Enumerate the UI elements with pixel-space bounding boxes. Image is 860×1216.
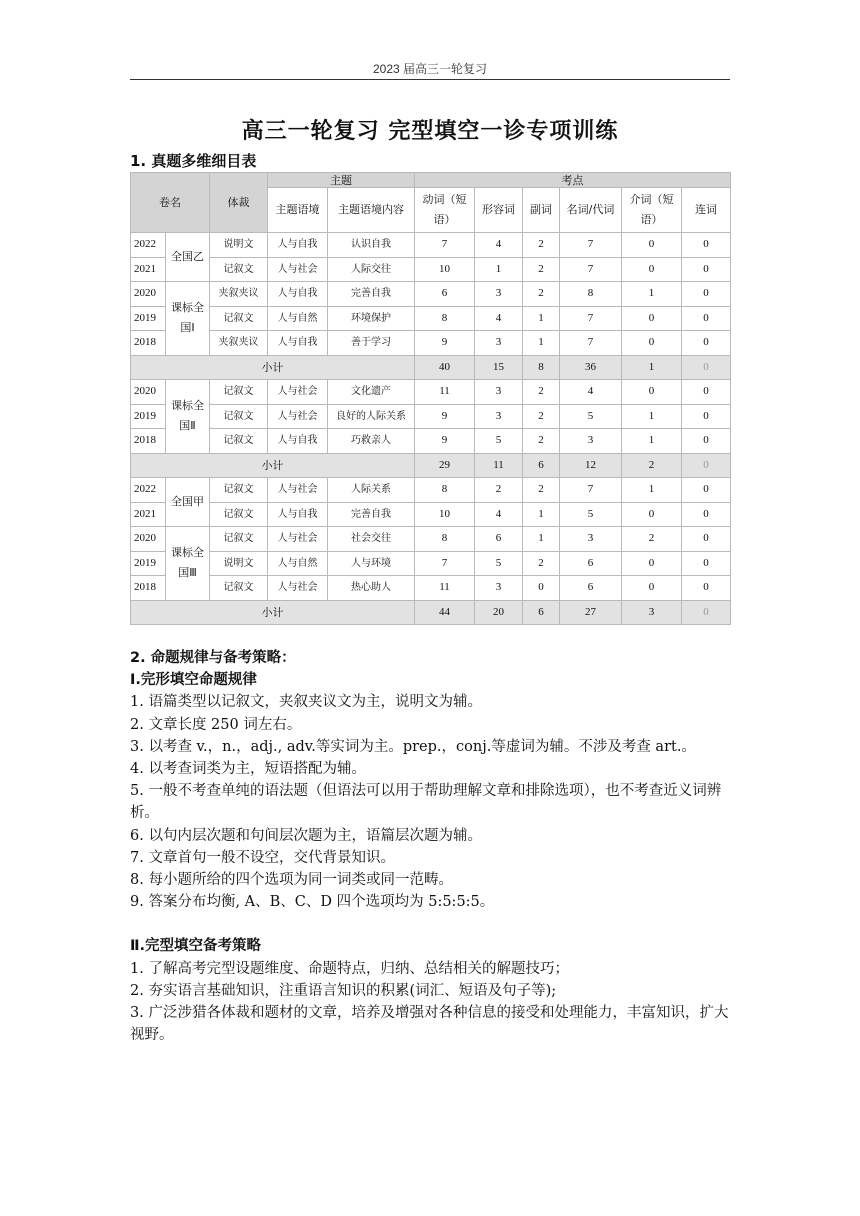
genre-cell: 记叙文 bbox=[210, 527, 268, 552]
year-cell: 2019 bbox=[131, 306, 166, 331]
subtotal-cell: 0 bbox=[682, 355, 731, 380]
value-cell: 2 bbox=[475, 478, 523, 503]
value-cell: 0 bbox=[622, 257, 682, 282]
content-cell: 人与环境 bbox=[328, 551, 415, 576]
value-cell: 2 bbox=[523, 404, 560, 429]
genre-cell: 记叙文 bbox=[210, 502, 268, 527]
value-cell: 1 bbox=[523, 502, 560, 527]
subtotal-cell: 20 bbox=[475, 600, 523, 625]
value-cell: 0 bbox=[682, 257, 731, 282]
value-cell: 5 bbox=[560, 502, 622, 527]
value-cell: 1 bbox=[523, 527, 560, 552]
col-header-juanming: 卷名 bbox=[131, 173, 210, 233]
list-item: 2. 夯实语言基础知识，注重语言知识的积累(词汇、短语及句子等); bbox=[130, 982, 557, 999]
table-row bbox=[131, 331, 731, 356]
value-cell: 4 bbox=[475, 233, 523, 258]
value-cell: 1 bbox=[622, 282, 682, 307]
table-row bbox=[131, 502, 731, 527]
value-cell: 0 bbox=[682, 233, 731, 258]
value-cell: 2 bbox=[523, 551, 560, 576]
genre-cell: 记叙文 bbox=[210, 306, 268, 331]
genre-cell: 记叙文 bbox=[210, 576, 268, 601]
section-heading-2: 2. 命题规律与备考策略： bbox=[130, 650, 296, 666]
value-cell: 2 bbox=[523, 429, 560, 454]
value-cell: 7 bbox=[560, 257, 622, 282]
spacer bbox=[130, 913, 733, 935]
value-cell: 0 bbox=[682, 331, 731, 356]
value-cell: 0 bbox=[622, 380, 682, 405]
content-cell: 文化遗产 bbox=[328, 380, 415, 405]
table-body bbox=[131, 173, 731, 625]
value-cell: 9 bbox=[415, 429, 475, 454]
table-row bbox=[131, 257, 731, 282]
content-cell: 人际关系 bbox=[328, 478, 415, 503]
content-cell: 完善自我 bbox=[328, 502, 415, 527]
list-item: 9. 答案分布均衡, A、B、C、D 四个选项均为 5:5:5:5。 bbox=[130, 894, 495, 911]
value-cell: 2 bbox=[523, 478, 560, 503]
context-cell: 人与自我 bbox=[268, 331, 328, 356]
genre-cell: 说明文 bbox=[210, 233, 268, 258]
value-cell: 7 bbox=[560, 306, 622, 331]
running-header: 2023 届高三一轮复习 bbox=[372, 62, 488, 76]
header-rule bbox=[130, 79, 730, 80]
subtotal-row bbox=[131, 355, 731, 380]
genre-cell: 记叙文 bbox=[210, 478, 268, 503]
value-cell: 2 bbox=[622, 527, 682, 552]
value-cell: 0 bbox=[682, 478, 731, 503]
value-cell: 0 bbox=[622, 502, 682, 527]
part2-list bbox=[130, 958, 733, 1047]
value-cell: 0 bbox=[682, 404, 731, 429]
value-cell: 2 bbox=[523, 380, 560, 405]
value-cell: 1 bbox=[523, 331, 560, 356]
part2-heading: Ⅱ.完型填空备考策略 bbox=[130, 938, 262, 955]
col-header-jieci: 介词（短语） bbox=[622, 188, 682, 233]
list-item: 5. 一般不考查单纯的语法题（但语法可以用于帮助理解文章和排除选项），也不考查近义词辨析。 bbox=[130, 783, 722, 822]
genre-cell: 夹叙夹议 bbox=[210, 331, 268, 356]
value-cell: 8 bbox=[415, 306, 475, 331]
question-breakdown-table bbox=[130, 172, 731, 625]
list-item: 6. 以句内层次题和句间层次题为主，语篇层次题为辅。 bbox=[130, 827, 482, 844]
subtotal-cell: 8 bbox=[523, 355, 560, 380]
value-cell: 11 bbox=[415, 380, 475, 405]
value-cell: 2 bbox=[523, 282, 560, 307]
part1-list bbox=[130, 691, 733, 913]
context-cell: 人与社会 bbox=[268, 527, 328, 552]
content-cell: 热心助人 bbox=[328, 576, 415, 601]
value-cell: 9 bbox=[415, 404, 475, 429]
value-cell: 0 bbox=[523, 576, 560, 601]
value-cell: 1 bbox=[622, 478, 682, 503]
list-item: 2. 文章长度 250 词左右。 bbox=[130, 716, 302, 733]
table-row bbox=[131, 551, 731, 576]
value-cell: 7 bbox=[415, 233, 475, 258]
subtotal-cell: 12 bbox=[560, 453, 622, 478]
page-title: 高三一轮复习 完型填空一诊专项训练 bbox=[241, 119, 619, 144]
subtotal-label: 小计 bbox=[131, 600, 415, 625]
col-header-dongci: 动词（短语） bbox=[415, 188, 475, 233]
region-cell: 课标全国Ⅱ bbox=[166, 380, 210, 454]
list-item: 3. 以考查 v.，n.，adj., adv.等实词为主。prep.，conj.等虚词为辅。不涉及考查 art.。 bbox=[130, 738, 696, 755]
value-cell: 2 bbox=[523, 233, 560, 258]
table-row bbox=[131, 576, 731, 601]
subtotal-cell: 11 bbox=[475, 453, 523, 478]
year-cell: 2018 bbox=[131, 429, 166, 454]
year-cell: 2019 bbox=[131, 404, 166, 429]
genre-cell: 夹叙夹议 bbox=[210, 282, 268, 307]
genre-cell: 说明文 bbox=[210, 551, 268, 576]
value-cell: 0 bbox=[682, 306, 731, 331]
value-cell: 3 bbox=[475, 282, 523, 307]
subtotal-cell: 29 bbox=[415, 453, 475, 478]
value-cell: 5 bbox=[475, 551, 523, 576]
region-cell: 课标全国Ⅲ bbox=[166, 527, 210, 601]
col-header-zhuti-yujing: 主题语境 bbox=[268, 188, 328, 233]
subtotal-label: 小计 bbox=[131, 355, 415, 380]
genre-cell: 记叙文 bbox=[210, 380, 268, 405]
list-item: 1. 语篇类型以记叙文，夹叙夹议文为主，说明文为辅。 bbox=[130, 694, 482, 711]
value-cell: 4 bbox=[475, 502, 523, 527]
value-cell: 3 bbox=[560, 527, 622, 552]
subtotal-label: 小计 bbox=[131, 453, 415, 478]
genre-cell: 记叙文 bbox=[210, 429, 268, 454]
year-cell: 2020 bbox=[131, 380, 166, 405]
context-cell: 人与社会 bbox=[268, 380, 328, 405]
genre-cell: 记叙文 bbox=[210, 257, 268, 282]
list-item: 4. 以考查词类为主，短语搭配为辅。 bbox=[130, 761, 366, 778]
value-cell: 0 bbox=[682, 527, 731, 552]
col-header-kaodian: 考点 bbox=[415, 173, 731, 188]
table-row bbox=[131, 233, 731, 258]
list-item: 8. 每小题所给的四个选项为同一词类或同一范畴。 bbox=[130, 872, 453, 889]
context-cell: 人与自然 bbox=[268, 551, 328, 576]
table-row bbox=[131, 282, 731, 307]
content-cell: 良好的人际关系 bbox=[328, 404, 415, 429]
value-cell: 7 bbox=[415, 551, 475, 576]
table-row bbox=[131, 306, 731, 331]
value-cell: 4 bbox=[475, 306, 523, 331]
value-cell: 3 bbox=[560, 429, 622, 454]
table-row bbox=[131, 527, 731, 552]
value-cell: 6 bbox=[560, 576, 622, 601]
year-cell: 2018 bbox=[131, 331, 166, 356]
context-cell: 人与自我 bbox=[268, 429, 328, 454]
value-cell: 6 bbox=[415, 282, 475, 307]
value-cell: 0 bbox=[622, 233, 682, 258]
subtotal-cell: 40 bbox=[415, 355, 475, 380]
value-cell: 1 bbox=[622, 404, 682, 429]
value-cell: 7 bbox=[560, 478, 622, 503]
col-header-mingci: 名词/代词 bbox=[560, 188, 622, 233]
context-cell: 人与社会 bbox=[268, 478, 328, 503]
table-row bbox=[131, 478, 731, 503]
col-header-zhuti-neirong: 主题语境内容 bbox=[328, 188, 415, 233]
context-cell: 人与自我 bbox=[268, 282, 328, 307]
table-row bbox=[131, 429, 731, 454]
value-cell: 1 bbox=[523, 306, 560, 331]
list-item: 3. 广泛涉猎各体裁和题材的文章，培养及增强对各种信息的接受和处理能力，丰富知识，扩大视野。 bbox=[130, 1005, 729, 1044]
year-cell: 2019 bbox=[131, 551, 166, 576]
subtotal-cell: 2 bbox=[622, 453, 682, 478]
value-cell: 2 bbox=[523, 257, 560, 282]
context-cell: 人与社会 bbox=[268, 404, 328, 429]
region-cell: 全国乙 bbox=[166, 233, 210, 282]
content-cell: 人际交往 bbox=[328, 257, 415, 282]
value-cell: 3 bbox=[475, 576, 523, 601]
value-cell: 0 bbox=[622, 551, 682, 576]
value-cell: 6 bbox=[560, 551, 622, 576]
context-cell: 人与社会 bbox=[268, 257, 328, 282]
strategy-section bbox=[130, 647, 733, 1046]
subtotal-cell: 44 bbox=[415, 600, 475, 625]
subtotal-cell: 6 bbox=[523, 600, 560, 625]
value-cell: 5 bbox=[475, 429, 523, 454]
value-cell: 8 bbox=[415, 527, 475, 552]
subtotal-cell: 1 bbox=[622, 355, 682, 380]
subtotal-cell: 3 bbox=[622, 600, 682, 625]
section-heading-1: 1. 真题多维细目表 bbox=[130, 152, 257, 170]
value-cell: 6 bbox=[475, 527, 523, 552]
value-cell: 8 bbox=[560, 282, 622, 307]
value-cell: 3 bbox=[475, 380, 523, 405]
col-header-fuci: 副词 bbox=[523, 188, 560, 233]
value-cell: 0 bbox=[622, 331, 682, 356]
value-cell: 7 bbox=[560, 331, 622, 356]
col-header-xingrongci: 形容词 bbox=[475, 188, 523, 233]
subtotal-row bbox=[131, 453, 731, 478]
col-header-zhuti: 主题 bbox=[268, 173, 415, 188]
col-header-lianci: 连词 bbox=[682, 188, 731, 233]
value-cell: 5 bbox=[560, 404, 622, 429]
genre-cell: 记叙文 bbox=[210, 404, 268, 429]
content-cell: 完善自我 bbox=[328, 282, 415, 307]
year-cell: 2020 bbox=[131, 527, 166, 552]
region-cell: 全国甲 bbox=[166, 478, 210, 527]
value-cell: 0 bbox=[682, 380, 731, 405]
content-cell: 社会交往 bbox=[328, 527, 415, 552]
value-cell: 3 bbox=[475, 331, 523, 356]
list-item: 7. 文章首句一般不设空，交代背景知识。 bbox=[130, 849, 395, 866]
part1-heading: Ⅰ.完形填空命题规律 bbox=[130, 672, 257, 689]
value-cell: 0 bbox=[682, 429, 731, 454]
value-cell: 8 bbox=[415, 478, 475, 503]
year-cell: 2020 bbox=[131, 282, 166, 307]
year-cell: 2018 bbox=[131, 576, 166, 601]
content-cell: 巧救亲人 bbox=[328, 429, 415, 454]
context-cell: 人与自然 bbox=[268, 306, 328, 331]
table-header-row-1 bbox=[131, 173, 731, 188]
context-cell: 人与社会 bbox=[268, 576, 328, 601]
value-cell: 0 bbox=[622, 306, 682, 331]
content-cell: 环境保护 bbox=[328, 306, 415, 331]
value-cell: 10 bbox=[415, 257, 475, 282]
value-cell: 0 bbox=[682, 576, 731, 601]
subtotal-cell: 15 bbox=[475, 355, 523, 380]
list-item: 1. 了解高考完型设题维度、命题特点，归纳、总结相关的解题技巧； bbox=[130, 960, 569, 977]
subtotal-cell: 0 bbox=[682, 600, 731, 625]
subtotal-cell: 6 bbox=[523, 453, 560, 478]
subtotal-cell: 27 bbox=[560, 600, 622, 625]
year-cell: 2021 bbox=[131, 257, 166, 282]
value-cell: 7 bbox=[560, 233, 622, 258]
value-cell: 10 bbox=[415, 502, 475, 527]
context-cell: 人与自我 bbox=[268, 502, 328, 527]
col-header-ticai: 体裁 bbox=[210, 173, 268, 233]
value-cell: 1 bbox=[475, 257, 523, 282]
year-cell: 2021 bbox=[131, 502, 166, 527]
region-cell: 课标全国Ⅰ bbox=[166, 282, 210, 356]
subtotal-cell: 0 bbox=[682, 453, 731, 478]
value-cell: 0 bbox=[682, 282, 731, 307]
context-cell: 人与自我 bbox=[268, 233, 328, 258]
subtotal-cell: 36 bbox=[560, 355, 622, 380]
value-cell: 4 bbox=[560, 380, 622, 405]
value-cell: 11 bbox=[415, 576, 475, 601]
content-cell: 善于学习 bbox=[328, 331, 415, 356]
content-cell: 认识自我 bbox=[328, 233, 415, 258]
table-row bbox=[131, 380, 731, 405]
value-cell: 0 bbox=[682, 551, 731, 576]
value-cell: 9 bbox=[415, 331, 475, 356]
value-cell: 1 bbox=[622, 429, 682, 454]
value-cell: 0 bbox=[682, 502, 731, 527]
year-cell: 2022 bbox=[131, 233, 166, 258]
value-cell: 3 bbox=[475, 404, 523, 429]
table-row bbox=[131, 404, 731, 429]
value-cell: 0 bbox=[622, 576, 682, 601]
subtotal-row bbox=[131, 600, 731, 625]
year-cell: 2022 bbox=[131, 478, 166, 503]
